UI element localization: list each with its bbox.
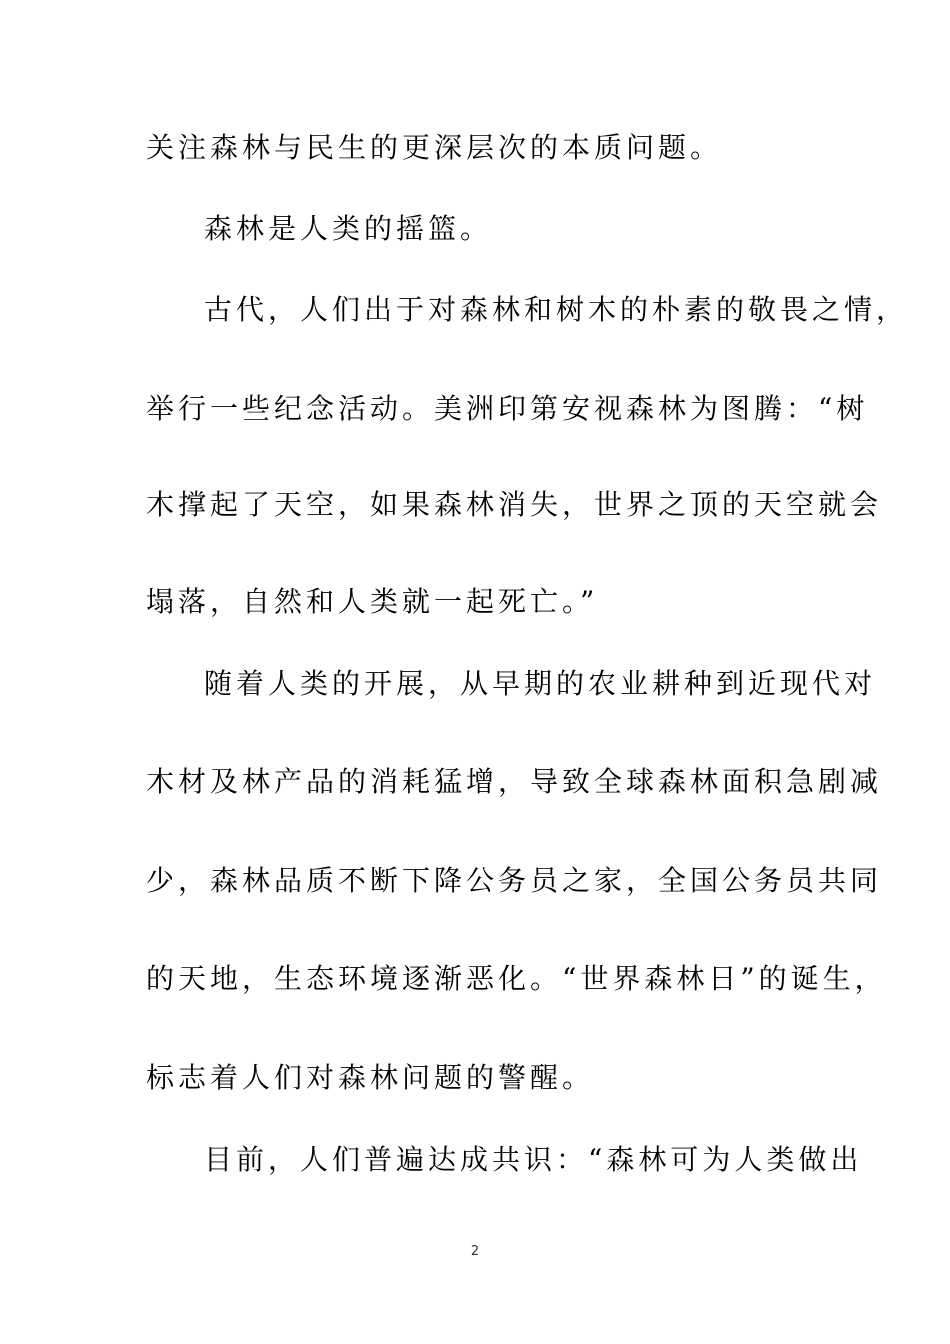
- text-line: 的天地，生态环境逐渐恶化。“世界森林日”的诞生，: [146, 962, 887, 995]
- page-number: 2: [470, 1244, 480, 1259]
- paragraph-line: 目前，人们普遍达成共识：“森林可为人类做出: [204, 1143, 863, 1176]
- paragraph-line: 古代，人们出于对森林和树木的朴素的敬畏之情，: [204, 293, 909, 326]
- text-line: 关注森林与民生的更深层次的本质问题。: [146, 131, 723, 164]
- text-line: 少，森林品质不断下降公务员之家，全国公务员共同: [146, 864, 883, 897]
- text-line: 举行一些纪念活动。美洲印第安视森林为图腾：“树: [146, 392, 869, 425]
- text-line: 木材及林产品的消耗猛增，导致全球森林面积急剧减: [146, 765, 883, 798]
- paragraph-line: 随着人类的开展，从早期的农业耕种到近现代对: [204, 667, 877, 700]
- text-line: 标志着人们对森林问题的警醒。: [146, 1061, 595, 1094]
- text-line: 木撑起了天空，如果森林消失，世界之顶的天空就会: [146, 488, 883, 521]
- text-line: 塌落，自然和人类就一起死亡。”: [146, 585, 599, 618]
- paragraph-line: 森林是人类的摇篮。: [204, 212, 493, 245]
